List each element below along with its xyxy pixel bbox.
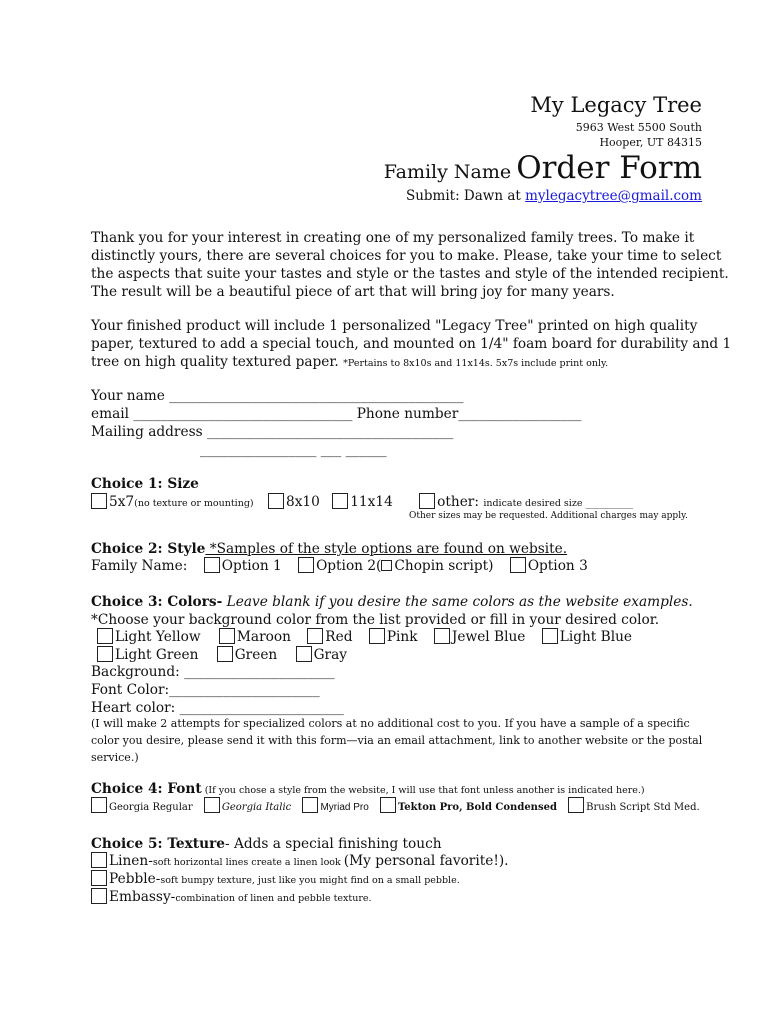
style-label-1: Option 1 <box>221 558 282 574</box>
intro-p2-last: tree on high quality textured paper. <box>91 354 339 370</box>
size-option-5x7[interactable] <box>91 493 254 513</box>
font-option[interactable] <box>380 797 557 813</box>
email-phone-field[interactable]: email ________________________________ Phone number__________________ <box>91 406 582 422</box>
font-option[interactable] <box>568 797 700 813</box>
color-label: Pink <box>386 629 418 645</box>
size-option-8x10[interactable] <box>268 493 320 511</box>
choice1-options <box>91 493 633 513</box>
choice3-note <box>91 715 702 766</box>
checkbox[interactable] <box>91 888 107 904</box>
font-label: Georgia Regular <box>109 802 193 813</box>
font-options <box>91 797 700 813</box>
color-label: Light Blue <box>559 629 632 645</box>
intro-p1-line: the aspects that suite your tastes and style or the tastes and style of the intended recipient. <box>91 266 729 282</box>
form-title-large: Order Form <box>516 150 702 186</box>
color-option[interactable] <box>97 628 201 646</box>
address-line-2: Hooper, UT 84315 <box>599 136 702 149</box>
checkbox[interactable] <box>302 797 318 813</box>
checkbox[interactable] <box>434 628 450 644</box>
intro-p2-line: Your finished product will include 1 personalized "Legacy Tree" printed on high quality <box>91 318 698 334</box>
choice2-options <box>91 557 588 575</box>
business-name: My Legacy Tree <box>530 93 702 117</box>
style-option-3[interactable] <box>510 557 588 575</box>
color-label: Light Yellow <box>115 629 201 645</box>
style-option-1[interactable] <box>204 557 282 575</box>
choice3-note-line: service.) <box>91 751 139 764</box>
choice1-note: Other sizes may be requested. Additional charges may apply. <box>409 511 688 521</box>
checkbox[interactable] <box>298 557 314 573</box>
color-row-2 <box>97 646 347 664</box>
size-label-5x7: 5x7 <box>109 494 135 510</box>
size-note-5x7: (no texture or mounting) <box>134 498 254 509</box>
checkbox[interactable] <box>204 557 220 573</box>
choice5-heading-note: - Adds a special finishing touch <box>225 836 442 852</box>
size-note-other: indicate desired size __________ <box>483 498 633 509</box>
texture-desc-embassy: combination of linen and pebble texture. <box>175 893 372 904</box>
intro-p1-line: The result will be a beautiful piece of art that will bring joy for many years. <box>91 284 615 300</box>
choice4-heading-note: (If you chose a style from the website, I will use that font unless another is indicated here.) <box>201 785 645 796</box>
submit-email-link[interactable]: mylegacytree@gmail.com <box>525 188 702 204</box>
checkbox[interactable] <box>217 646 233 662</box>
texture-option-pebble[interactable] <box>91 870 460 890</box>
mailing-address-field-line2[interactable]: _________________ ___ ______ <box>200 442 387 458</box>
font-color-field[interactable]: Font Color:______________________ <box>91 682 320 698</box>
choice3-note-line: color you desire, please send it with this form—via an email attachment, link to another website or the postal <box>91 734 703 747</box>
color-label: Maroon <box>236 629 291 645</box>
color-option[interactable] <box>217 646 278 664</box>
color-row-1 <box>97 628 632 646</box>
form-title <box>384 150 702 186</box>
form-title-small: Family Name <box>383 161 512 183</box>
color-option[interactable] <box>296 646 347 664</box>
texture-label-pebble: Pebble- <box>109 871 161 887</box>
color-label: Light Green <box>115 647 199 663</box>
intro-paragraph-2 <box>91 317 731 373</box>
checkbox[interactable] <box>307 628 323 644</box>
choice2-heading-line <box>91 540 567 558</box>
checkbox[interactable] <box>91 797 107 813</box>
choice4-heading: Choice 4: Font <box>91 781 202 797</box>
choice3-note-line: (I will make 2 attempts for specialized colors at no additional cost to you. If you have a sample of a specific <box>91 717 690 730</box>
checkbox[interactable] <box>380 797 396 813</box>
intro-p2-line: paper, textured to add a special touch, and mounted on 1/4" foam board for durability and 1 <box>91 336 732 352</box>
choice2-heading-note: *Samples of the style options are found on website. <box>205 541 568 557</box>
size-option-other[interactable] <box>419 493 633 513</box>
color-label: Green <box>234 647 278 663</box>
color-option[interactable] <box>434 628 525 646</box>
color-option[interactable] <box>97 646 198 664</box>
texture-label-embassy: Embassy- <box>109 889 176 905</box>
texture-option-linen[interactable] <box>91 852 509 872</box>
intro-p1-line: Thank you for your interest in creating one of my personalized family trees. To make it <box>91 230 695 246</box>
texture-favorite-note: (My personal favorite!). <box>343 853 509 869</box>
size-option-11x14[interactable] <box>332 493 393 511</box>
checkbox[interactable] <box>510 557 526 573</box>
checkbox[interactable] <box>219 628 235 644</box>
font-label: Georgia Italic <box>221 802 292 813</box>
heart-color-field[interactable]: Heart color: ________________________ <box>91 700 344 716</box>
intro-p2-line-last <box>91 353 731 373</box>
choice2-heading: Choice 2: Style <box>91 541 206 557</box>
font-option[interactable] <box>91 797 193 813</box>
style-label-3: Option 3 <box>527 558 588 574</box>
checkbox[interactable] <box>419 493 435 509</box>
font-label: Myriad Pro <box>320 802 369 813</box>
intro-p1-line: distinctly yours, there are several choices for you to make. Please, take your time to select <box>91 248 722 264</box>
choice5-heading-line <box>91 835 442 853</box>
color-option[interactable] <box>219 628 291 646</box>
submit-label: Submit: Dawn at <box>405 188 521 204</box>
size-label-other: other: <box>437 494 479 510</box>
color-label: Red <box>325 629 353 645</box>
style-option-2[interactable] <box>298 557 493 575</box>
checkbox[interactable] <box>97 628 113 644</box>
name-field[interactable]: Your name ___________________________________________ <box>91 388 464 404</box>
color-option[interactable] <box>369 628 418 646</box>
submit-line <box>406 188 702 204</box>
font-label: Tekton Pro, Bold Condensed <box>397 802 557 813</box>
font-option[interactable] <box>302 797 368 813</box>
checkbox[interactable] <box>91 870 107 886</box>
choice1-heading: Choice 1: Size <box>91 476 199 492</box>
choice3-heading: Choice 3: Colors- <box>91 594 223 610</box>
checkbox[interactable] <box>296 646 312 662</box>
background-color-field[interactable]: Background: ______________________ <box>91 664 335 680</box>
choice3-heading-note: Leave blank if you desire the same colors as the website examples. <box>222 594 693 610</box>
checkbox[interactable] <box>91 852 107 868</box>
color-option[interactable] <box>307 628 352 646</box>
checkbox[interactable] <box>204 797 220 813</box>
choice5-heading: Choice 5: Texture <box>91 836 225 852</box>
address-line-1: 5963 West 5500 South <box>575 121 702 134</box>
choice3-instruction: *Choose your background color from the list provided or fill in your desired color. <box>91 612 660 628</box>
choice3-heading-line <box>91 593 693 611</box>
size-label-11x14: 11x14 <box>350 494 393 510</box>
checkbox[interactable] <box>369 628 385 644</box>
texture-label-linen: Linen- <box>109 853 153 869</box>
checkbox[interactable] <box>568 797 584 813</box>
style-label-2: Option 2( <box>316 558 382 574</box>
intro-paragraph-1 <box>91 229 729 301</box>
color-label: Gray <box>313 647 347 663</box>
checkbox[interactable] <box>91 493 107 509</box>
font-label: Brush Script Std Med. <box>586 802 700 813</box>
intro-p2-note: *Pertains to 8x10s and 11x14s. 5x7s include print only. <box>343 358 609 369</box>
checkbox[interactable] <box>97 646 113 662</box>
checkbox[interactable] <box>381 560 392 571</box>
texture-option-embassy[interactable] <box>91 888 372 908</box>
mailing-address-field[interactable]: Mailing address ____________________________________ <box>91 424 454 440</box>
color-option[interactable] <box>542 628 632 646</box>
checkbox[interactable] <box>332 493 348 509</box>
checkbox[interactable] <box>542 628 558 644</box>
checkbox[interactable] <box>268 493 284 509</box>
font-option[interactable] <box>204 797 291 813</box>
texture-desc-pebble: soft bumpy texture, just like you might find on a small pebble. <box>160 875 460 886</box>
family-name-label: Family Name: <box>91 558 188 574</box>
size-label-8x10: 8x10 <box>286 494 320 510</box>
color-label: Jewel Blue <box>451 629 526 645</box>
texture-desc-linen: soft horizontal lines create a linen look <box>152 857 344 868</box>
style-label-2b: Chopin script) <box>394 558 494 574</box>
